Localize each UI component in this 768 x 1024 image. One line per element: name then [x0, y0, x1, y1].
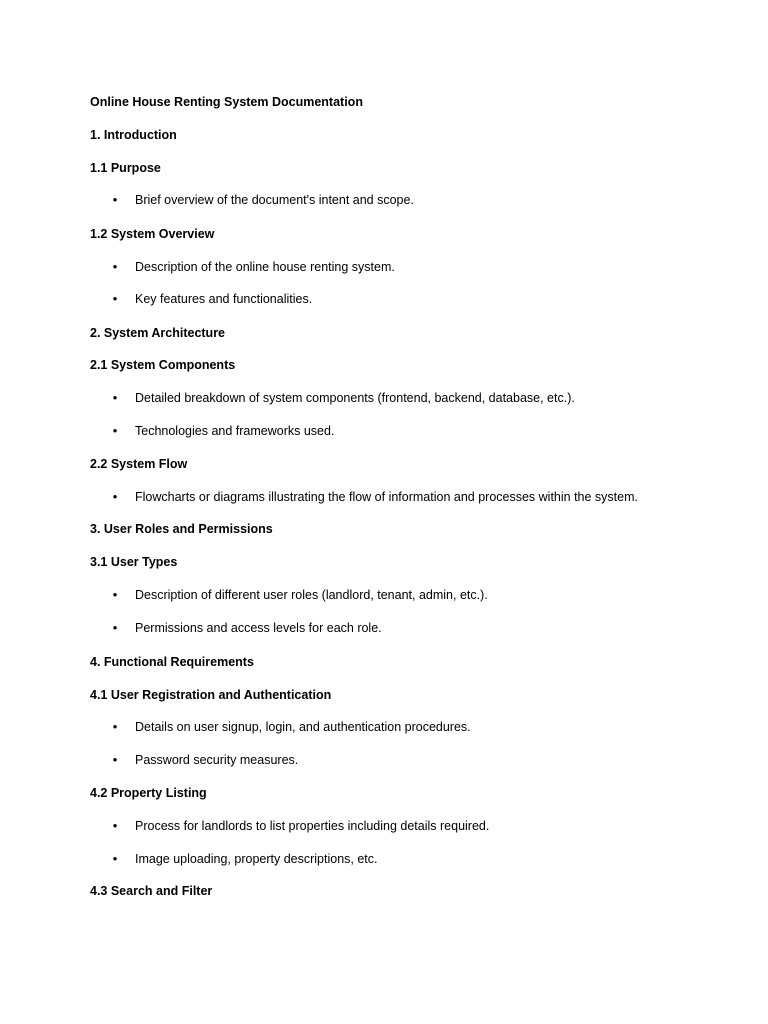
- bullet-text: Permissions and access levels for each role.: [135, 621, 382, 635]
- section-heading: 4.1 User Registration and Authentication: [90, 688, 332, 702]
- bullet-icon: •: [112, 818, 118, 833]
- bullet-icon: •: [112, 192, 118, 207]
- bullet-text: Key features and functionalities.: [135, 292, 313, 306]
- bullet-text: Flowcharts or diagrams illustrating the flow of information and processes within the system.: [135, 490, 638, 504]
- section-heading: 2.1 System Components: [90, 358, 236, 372]
- document-title: Online House Renting System Documentation: [90, 95, 363, 109]
- bullet-icon: •: [112, 719, 118, 734]
- section-heading: 1. Introduction: [90, 128, 177, 142]
- bullet-text: Details on user signup, login, and authentication procedures.: [135, 720, 471, 734]
- section-heading: 4.2 Property Listing: [90, 786, 207, 800]
- bullet-icon: •: [112, 291, 118, 306]
- bullet-text: Description of the online house renting system.: [135, 260, 395, 274]
- section-heading: 1.1 Purpose: [90, 161, 161, 175]
- bullet-icon: •: [112, 620, 118, 635]
- bullet-text: Technologies and frameworks used.: [135, 424, 335, 438]
- bullet-text: Description of different user roles (landlord, tenant, admin, etc.).: [135, 588, 488, 602]
- section-heading: 2.2 System Flow: [90, 457, 188, 471]
- bullet-icon: •: [112, 390, 118, 405]
- bullet-icon: •: [112, 489, 118, 504]
- bullet-icon: •: [112, 851, 118, 866]
- section-heading: 4. Functional Requirements: [90, 655, 254, 669]
- bullet-text: Image uploading, property descriptions, etc.: [135, 852, 378, 866]
- bullet-text: Password security measures.: [135, 753, 299, 767]
- bullet-text: Detailed breakdown of system components (frontend, backend, database, etc.).: [135, 391, 575, 405]
- bullet-icon: •: [112, 423, 118, 438]
- bullet-icon: •: [112, 752, 118, 767]
- section-heading: 1.2 System Overview: [90, 227, 215, 241]
- section-heading: 4.3 Search and Filter: [90, 884, 213, 898]
- bullet-icon: •: [112, 259, 118, 274]
- section-heading: 3. User Roles and Permissions: [90, 522, 273, 536]
- bullet-icon: •: [112, 587, 118, 602]
- bullet-text: Brief overview of the document's intent and scope.: [135, 193, 414, 207]
- section-heading: 3.1 User Types: [90, 555, 178, 569]
- bullet-text: Process for landlords to list properties including details required.: [135, 819, 490, 833]
- section-heading: 2. System Architecture: [90, 326, 226, 340]
